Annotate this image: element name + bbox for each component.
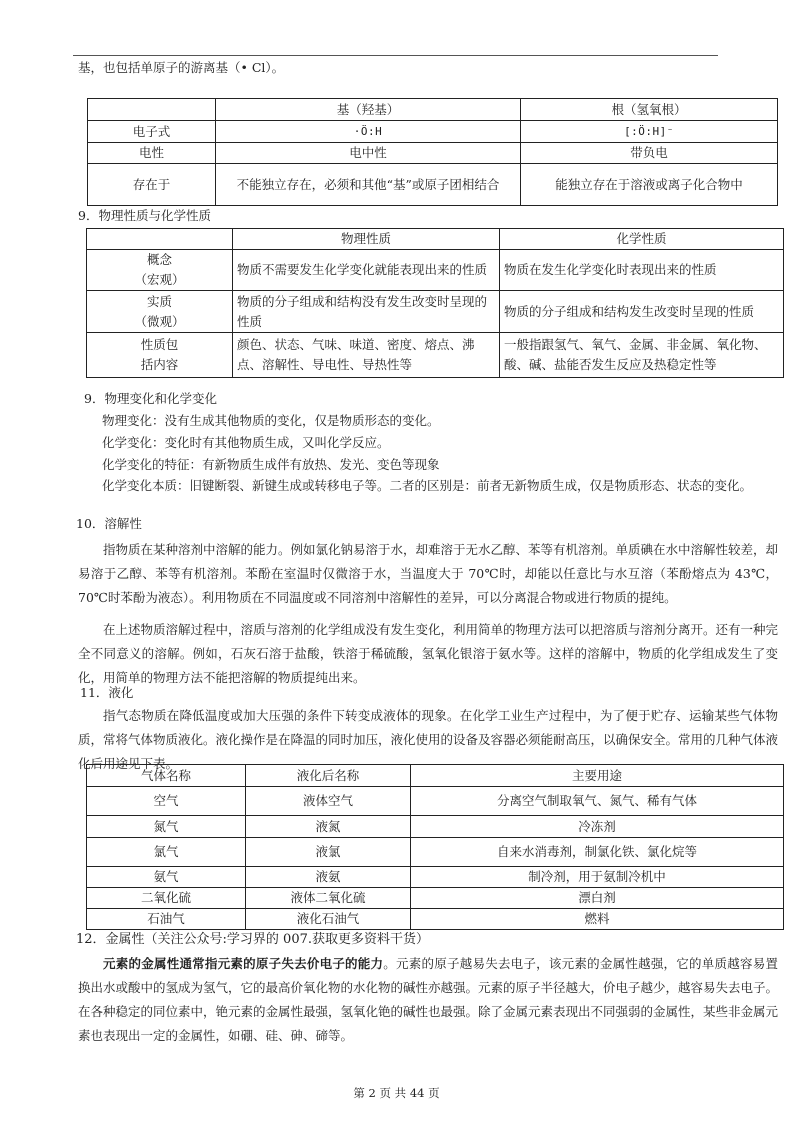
header-cell: 液化后名称 [246, 765, 411, 787]
body-paragraph: 在上述物质溶解过程中，溶质与溶剂的化学组成没有发生变化，利用简单的物理方法可以把溶质与溶剂分离开。还有一种完全不同意义的溶解。例如，石灰石溶于盐酸，铁溶于稀硫酸，氢氧化银溶于氨水等。这样的溶解中，物质的化学组成发生了变化，用简单的物理方法不能把溶解的物质提纯出来。 [78, 622, 779, 685]
table-cell: 二氧化硫 [87, 888, 246, 909]
row-label-line: 括内容 [140, 357, 179, 372]
table-cell: 氯气 [87, 838, 246, 867]
body-line: 物理变化：没有生成其他物质的变化，仅是物质形态的变化。 [102, 413, 440, 428]
table-header-row [87, 229, 784, 250]
row-label-line: （宏观） [134, 272, 185, 287]
table-cell: 燃料 [411, 909, 784, 930]
row-label: 电子式 [88, 121, 216, 143]
section-heading: 9．物理变化和化学变化 [84, 391, 217, 406]
table-cell: 能独立存在于溶液或离子化合物中 [521, 164, 778, 206]
body-paragraph: 指物质在某种溶剂中溶解的能力。例如氯化钠易溶于水，却难溶于无水乙醇、苯等有机溶剂。单质碘在水中溶解性较差，却易溶于乙醇、苯等有机溶剂。苯酚在室温时仅微溶于水，当温度大于 70℃时，却能以任意比与水互溶（苯酚熔点为 43℃，70℃时苯酚为液态）。利用物质在不同温度或不同溶剂中溶解性的差异，可以分离混合物或进行物质的提纯。 [78, 542, 779, 605]
table-cell: 颜色、状态、气味、味道、密度、熔点、沸点、溶解性、导电性、导热性等 [233, 333, 500, 378]
header-cell: 基（羟基） [216, 99, 521, 121]
row-label [87, 333, 233, 378]
table-cell: 液氯 [246, 838, 411, 867]
row-label-line: 性质包 [140, 337, 179, 352]
table-row [87, 787, 784, 816]
table-cell: 自来水消毒剂，制氯化铁、氯化烷等 [411, 838, 784, 867]
table-cell: 氨气 [87, 867, 246, 888]
section-heading: 10．溶解性 [76, 516, 142, 531]
table-row [87, 867, 784, 888]
radical-table [87, 98, 778, 206]
table-cell: 液化石油气 [246, 909, 411, 930]
header-cell: 气体名称 [87, 765, 246, 787]
table-row [88, 121, 778, 143]
table-header-row [87, 765, 784, 787]
section-heading: 11．液化 [80, 685, 134, 700]
table-cell: 物质的分子组成和结构发生改变时呈现的性质 [500, 291, 784, 333]
table-cell: 液氨 [246, 867, 411, 888]
row-label-line: （微观） [134, 313, 185, 329]
section-heading: 12．金属性（关注公众号:学习界的 007.获取更多资料干货） [76, 932, 429, 947]
table-cell: 电中性 [216, 143, 521, 164]
intro-line: 基，也包括单原子的游离基（• Cl）。 [78, 60, 285, 75]
table-cell: 漂白剂 [411, 888, 784, 909]
table-row [87, 250, 784, 291]
table-row [87, 888, 784, 909]
table-cell: 物质在发生化学变化时表现出来的性质 [500, 250, 784, 291]
electron-formula-hydroxide: [:Ö:H]⁻ [521, 121, 778, 143]
body-paragraph [78, 952, 778, 1048]
header-rule [73, 55, 718, 56]
header-cell: 化学性质 [500, 229, 784, 250]
liquefaction-table [86, 764, 784, 930]
table-cell: 一般指跟氢气、氧气、金属、非金属、氧化物、酸、碱、盐能否发生反应及热稳定性等 [500, 333, 784, 378]
header-cell [88, 99, 216, 121]
row-label-line: 概念 [146, 252, 172, 267]
table-row [87, 838, 784, 867]
table-cell: 带负电 [521, 143, 778, 164]
table-cell: 液氮 [246, 816, 411, 838]
table-cell: 物质不需要发生化学变化就能表现出来的性质 [233, 250, 500, 291]
table-row [88, 143, 778, 164]
section-heading: 9．物理性质与化学性质 [78, 208, 211, 223]
table-row [87, 816, 784, 838]
properties-table [86, 228, 784, 378]
table-cell: 分离空气制取氧气、氮气、稀有气体 [411, 787, 784, 816]
table-row [87, 909, 784, 930]
table-cell: 物质的分子组成和结构没有发生改变时呈现的性质 [233, 291, 500, 333]
table-row [87, 333, 784, 378]
table-cell: 氮气 [87, 816, 246, 838]
table-cell: 冷冻剂 [411, 816, 784, 838]
table-cell: 石油气 [87, 909, 246, 930]
body-paragraph: 化学变化本质：旧键断裂、新键生成或转移电子等。二者的区别是：前者无新物质生成，仅是物质形态、状态的变化。 [102, 478, 753, 493]
table-row [88, 164, 778, 206]
table-header-row [88, 99, 778, 121]
table-cell: 液体空气 [246, 787, 411, 816]
table-cell: 制冷剂，用于氨制冷机中 [411, 867, 784, 888]
paragraph-text: 。元素的原子越易失去电子，该元素的金属性越强，它的单质越容易置换出水或酸中的氢成为氢气，它的最高价氧化物的水化物的碱性亦越强。元素的原子半径越大，价电子越少，越容易失去电子。在各种稳定的同位素中，铯元素的金属性最强，氢氧化铯的碱性也最强。除了金属元素表现出不同强弱的金属性，某些非金属元素也表现出一定的金属性，如硼、硅、砷、碲等。 [78, 956, 779, 1043]
bold-definition: 元素的金属性通常指元素的原子失去价电子的能力 [103, 956, 384, 971]
table-cell: 空气 [87, 787, 246, 816]
header-cell [87, 229, 233, 250]
body-line: 化学变化：变化时有其他物质生成，又叫化学反应。 [102, 435, 390, 450]
header-cell: 根（氢氧根） [521, 99, 778, 121]
body-line: 化学变化的特征：有新物质生成伴有放热、发光、变色等现象 [102, 457, 440, 472]
table-row [87, 291, 784, 333]
row-label [87, 250, 233, 291]
row-label: 存在于 [88, 164, 216, 206]
table-cell: 液体二氧化硫 [246, 888, 411, 909]
body-paragraph: 指气态物质在降低温度或加大压强的条件下转变成液体的现象。在化学工业生产过程中，为了便于贮存、运输某些气体物质，常将气体物质液化。液化操作是在降温的同时加压，液化使用的设备及容器必须能耐高压，以确保安全。常用的几种气体液化后用途见下表。 [78, 708, 779, 771]
page-footer: 第 2 页 共 44 页 [353, 1086, 440, 1100]
row-label [87, 291, 233, 333]
header-cell: 物理性质 [233, 229, 500, 250]
header-cell: 主要用途 [411, 765, 784, 787]
row-label-line: 实质 [146, 293, 172, 309]
row-label: 电性 [88, 143, 216, 164]
electron-formula-hydroxyl: ·Ö:H [216, 121, 521, 143]
table-cell: 不能独立存在，必须和其他“基”或原子团相结合 [216, 164, 521, 206]
